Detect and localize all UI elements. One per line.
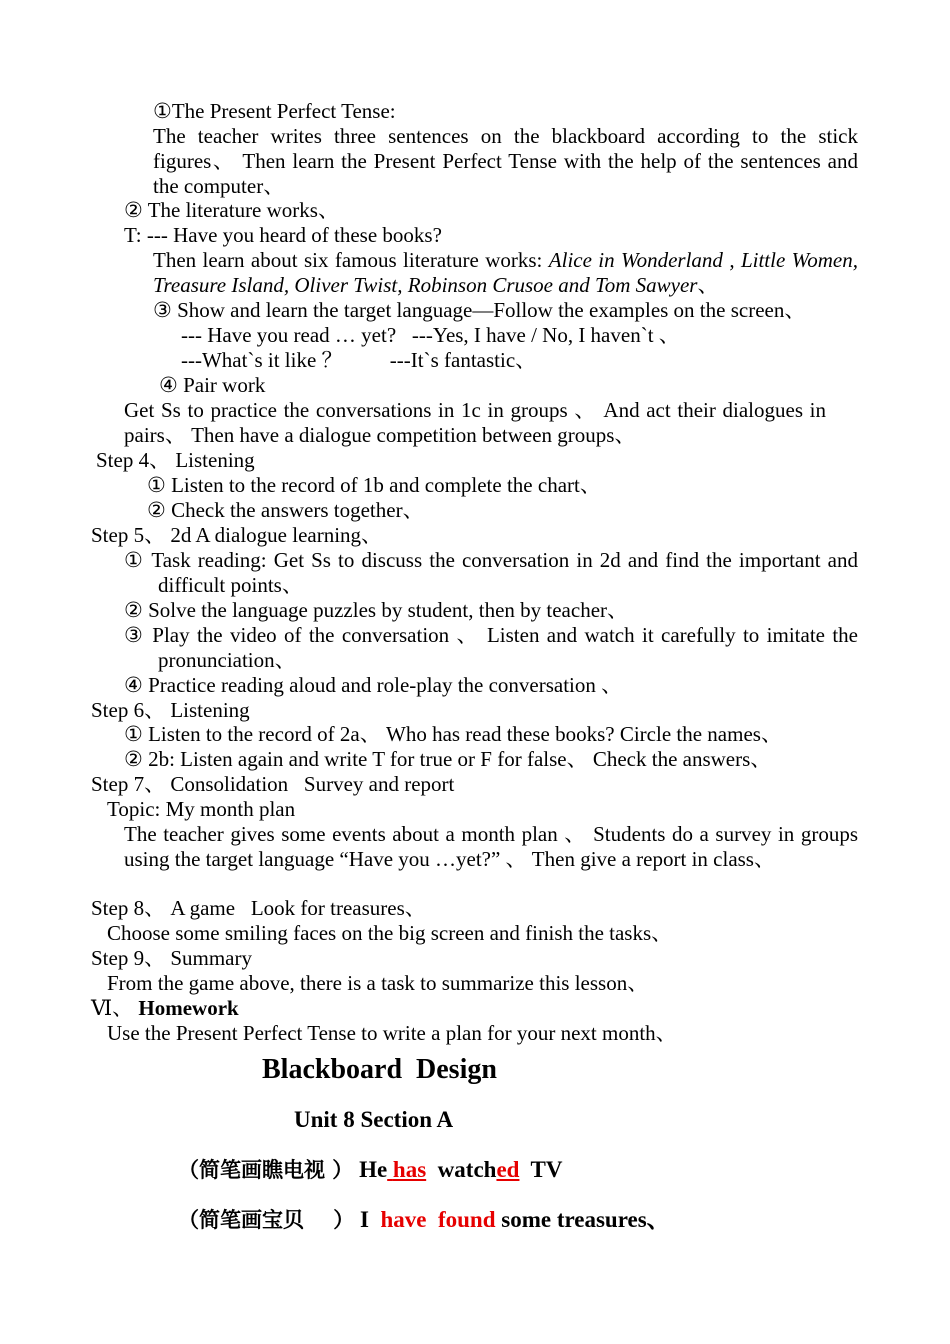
step5-item-2: ② Solve the language puzzles by student, then by teacher、 <box>124 598 629 622</box>
dialogue-line-1: --- Have you read … yet? ---Yes, I have / No, I haven`t 、 <box>181 323 680 347</box>
line1-subject: He <box>359 1157 388 1182</box>
literature-titles: Alice in Wonderland , Little Women, Treasure Island, Oliver Twist, Robinson Crusoe and Tom Sawyer <box>153 248 858 297</box>
step6-item-1: ① Listen to the record of 2a、 Who has read these books? Circle the names、 <box>124 722 782 746</box>
homework-text: Use the Present Perfect Tense to write a plan for your next month、 <box>107 1021 677 1045</box>
dialogue-line-2: ---What`s it like ？ ---It`s fantastic、 <box>181 348 537 372</box>
tv-sketch-note: （简笔画瞧电视 ） <box>178 1158 354 1182</box>
homework-label: Homework <box>138 996 239 1020</box>
line1-object: TV <box>530 1157 563 1182</box>
line1-verb-stem: watch <box>437 1157 497 1182</box>
target-language-item: ③ Show and learn the target language—Follow the examples on the screen、 <box>153 298 806 322</box>
literature-intro: Then learn about six famous literature works: <box>153 248 549 272</box>
step8-title: Step 8、 A game Look for treasures、 <box>91 896 426 920</box>
line2-subject: I <box>360 1207 369 1232</box>
step4-title: Step 4、 Listening <box>96 448 255 472</box>
blackboard-unit: Unit 8 Section A <box>294 1107 454 1132</box>
literature-works-paragraph <box>153 248 858 298</box>
present-perfect-paragraph: The teacher writes three sentences on the blackboard according to the stick figures、 Then learn the Present Perfect Tense with the help of the sentences and the computer、 <box>153 124 858 198</box>
step7-title: Step 7、 Consolidation Survey and report <box>91 772 455 796</box>
line2-aux-verb: have <box>380 1207 427 1232</box>
teacher-question: T: --- Have you heard of these books? <box>124 223 442 247</box>
line2-verb: found <box>437 1207 496 1232</box>
step4-item-1: ① Listen to the record of 1b and complete the chart、 <box>147 473 601 497</box>
line2-object: some treasures、 <box>501 1207 670 1232</box>
step4-item-2: ② Check the answers together、 <box>147 498 424 522</box>
practice-paragraph: Get Ss to practice the conversations in 1c in groups 、 And act their dialogues in pairs、 Then have a dialogue competition between groups、 <box>124 398 826 447</box>
step5-item-3: ③ Play the video of the conversation 、 Listen and watch it carefully to imitate the pronunciation、 <box>124 623 858 672</box>
treasure-sketch-note: （简笔画宝贝 ） <box>178 1208 355 1232</box>
step7-paragraph: The teacher gives some events about a month plan 、 Students do a survey in groups using the target language “Have you …yet?” 、 Then give a report in class、 <box>124 822 858 871</box>
step5-item-4: ④ Practice reading aloud and role-play the conversation 、 <box>124 673 623 697</box>
homework-heading <box>91 996 239 1021</box>
step7-topic: Topic: My month plan <box>107 797 296 821</box>
step8-text: Choose some smiling faces on the big screen and finish the tasks、 <box>107 921 673 945</box>
blackboard-line-2 <box>178 1205 670 1235</box>
blackboard-title: Blackboard Design <box>262 1054 497 1085</box>
step5-title: Step 5、 2d A dialogue learning、 <box>91 523 383 547</box>
homework-numeral: Ⅵ、 <box>91 996 134 1020</box>
section-present-perfect-heading: ①The Present Perfect Tense: <box>153 99 396 123</box>
step5-item-1: ① Task reading: Get Ss to discuss the conversation in 2d and find the important and difficult points、 <box>124 548 858 597</box>
line1-aux-verb: has <box>392 1157 427 1182</box>
step9-text: From the game above, there is a task to summarize this lesson、 <box>107 971 649 995</box>
step9-title: Step 9、 Summary <box>91 946 252 970</box>
step6-item-2: ② 2b: Listen again and write T for true or F for false、 Check the answers、 <box>124 747 772 771</box>
literature-end: 、 <box>697 273 719 297</box>
step6-title: Step 6、 Listening <box>91 698 250 722</box>
blackboard-line-1 <box>178 1155 563 1185</box>
line1-verb-suffix: ed <box>496 1157 520 1182</box>
section-literature-heading: ② The literature works、 <box>124 198 339 222</box>
pair-work-item: ④ Pair work <box>159 373 266 397</box>
